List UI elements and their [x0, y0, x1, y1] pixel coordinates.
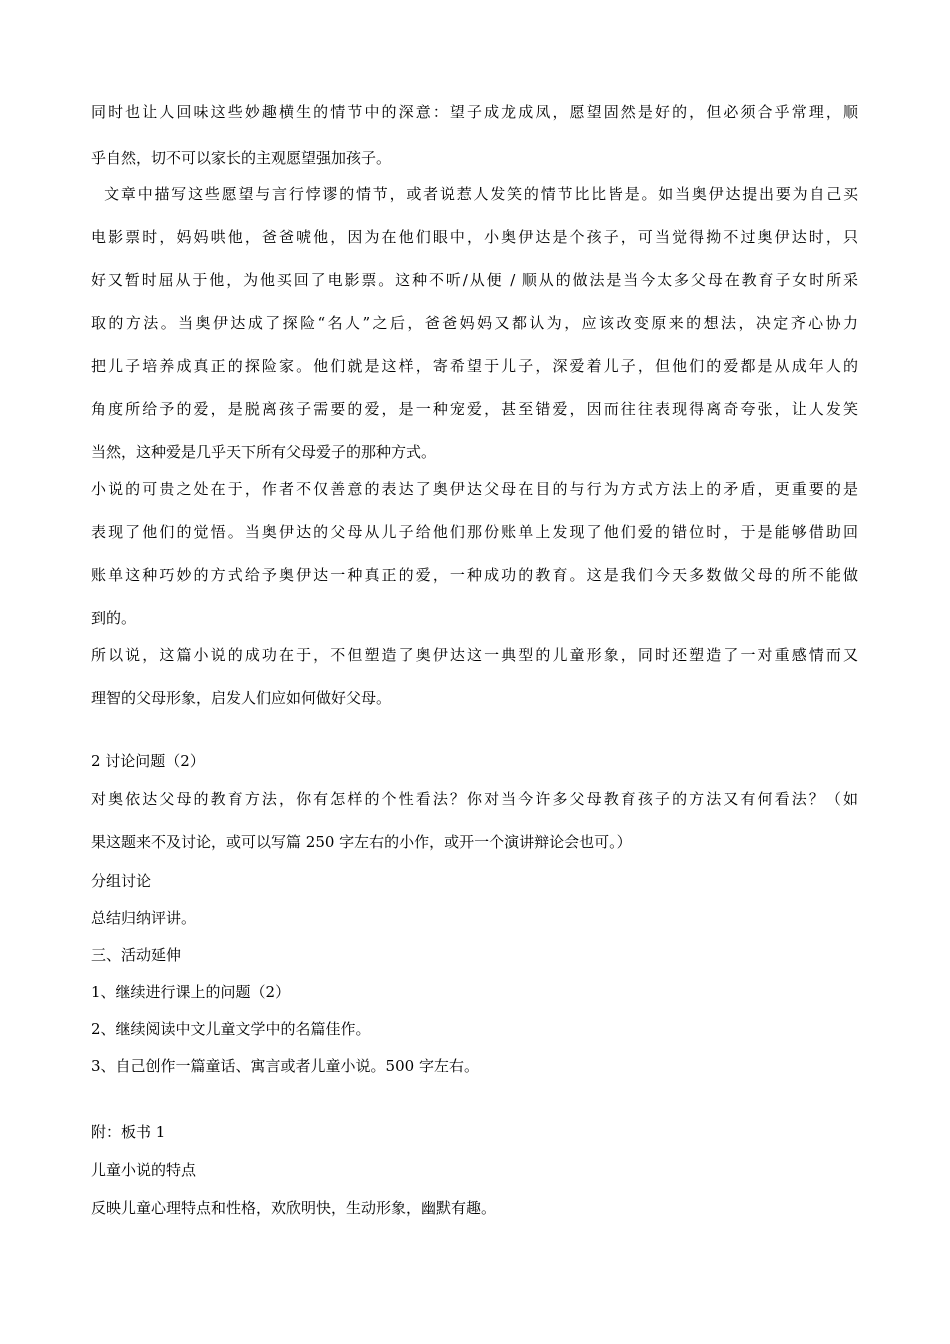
text-line: 所以说，这篇小说的成功在于，不但塑造了奥伊达这一典型的儿童形象，同时还塑造了一对重感情而又	[91, 646, 858, 664]
text-line: 好又暂时屈从于他，为他买回了电影票。这种不听/从便 / 顺从的做法是当今太多父母在教育子女时所采	[91, 271, 858, 289]
text-line: 果这题来不及讨论，或可以写篇 250 字左右的小作，或开一个演讲辩论会也可。）	[91, 833, 632, 851]
text-line: 小说的可贵之处在于，作者不仅善意的表达了奥伊达父母在目的与行为方式方法上的矛盾，更重要的是	[91, 480, 858, 498]
text-line: 表现了他们的觉悟。当奥伊达的父母从儿子给他们那份账单上发现了他们爱的错位时，于是能够借助回	[91, 523, 858, 541]
text-line: 角度所给予的爱，是脱离孩子需要的爱，是一种宠爱，甚至错爱，因而往往表现得离奇夸张，让人发笑	[91, 400, 858, 418]
text-line: 账单这种巧妙的方式给予奥伊达一种真正的爱，一种成功的教育。这是我们今天多数做父母的所不能做	[91, 566, 858, 584]
text-line: 乎自然，切不可以家长的主观愿望强加孩子。	[91, 149, 392, 167]
text-line: 到的。	[91, 609, 137, 627]
list-item: 3、自己创作一篇童话、寓言或者儿童小说。500 字左右。	[91, 1057, 479, 1075]
section-heading: 附：板书 1	[91, 1123, 166, 1141]
text-line: 当然，这种爱是几乎天下所有父母爱子的那种方式。	[91, 443, 437, 461]
text-line: 对奥依达父母的教育方法，你有怎样的个性看法？你对当今许多父母教育孩子的方法又有何看法？（如	[91, 790, 858, 808]
text-line: 分组讨论	[91, 872, 152, 890]
section-heading: 2 讨论问题（2）	[91, 752, 205, 770]
text-line: 儿童小说的特点	[91, 1161, 197, 1179]
text-line: 电影票时，妈妈哄他，爸爸唬他，因为在他们眼中，小奥伊达是个孩子，可当觉得拗不过奥伊达时，只	[91, 228, 858, 246]
text-line: 取的方法。当奥伊达成了探险“名人”之后，爸爸妈妈又都认为，应该改变原来的想法，决定齐心协力	[91, 314, 858, 332]
list-item: 2、继续阅读中文儿童文学中的名篇佳作。	[91, 1020, 371, 1038]
text-line: 同时也让人回味这些妙趣横生的情节中的深意：望子成龙成凤，愿望固然是好的，但必须合乎常理，顺	[91, 103, 858, 121]
list-item: 1、继续进行课上的问题（2）	[91, 983, 291, 1001]
text-line: 总结归纳评讲。	[91, 909, 197, 927]
text-line: 把儿子培养成真正的探险家。他们就是这样，寄希望于儿子，深爱着儿子，但他们的爱都是从成年人的	[91, 357, 858, 375]
text-line: 反映儿童心理特点和性格，欢欣明快，生动形象，幽默有趣。	[91, 1199, 497, 1217]
text-line: 文章中描写这些愿望与言行悖谬的情节，或者说惹人发笑的情节比比皆是。如当奥伊达提出要为自己买	[91, 185, 858, 203]
section-heading: 三、活动延伸	[91, 946, 182, 964]
text-line: 理智的父母形象，启发人们应如何做好父母。	[91, 689, 392, 707]
